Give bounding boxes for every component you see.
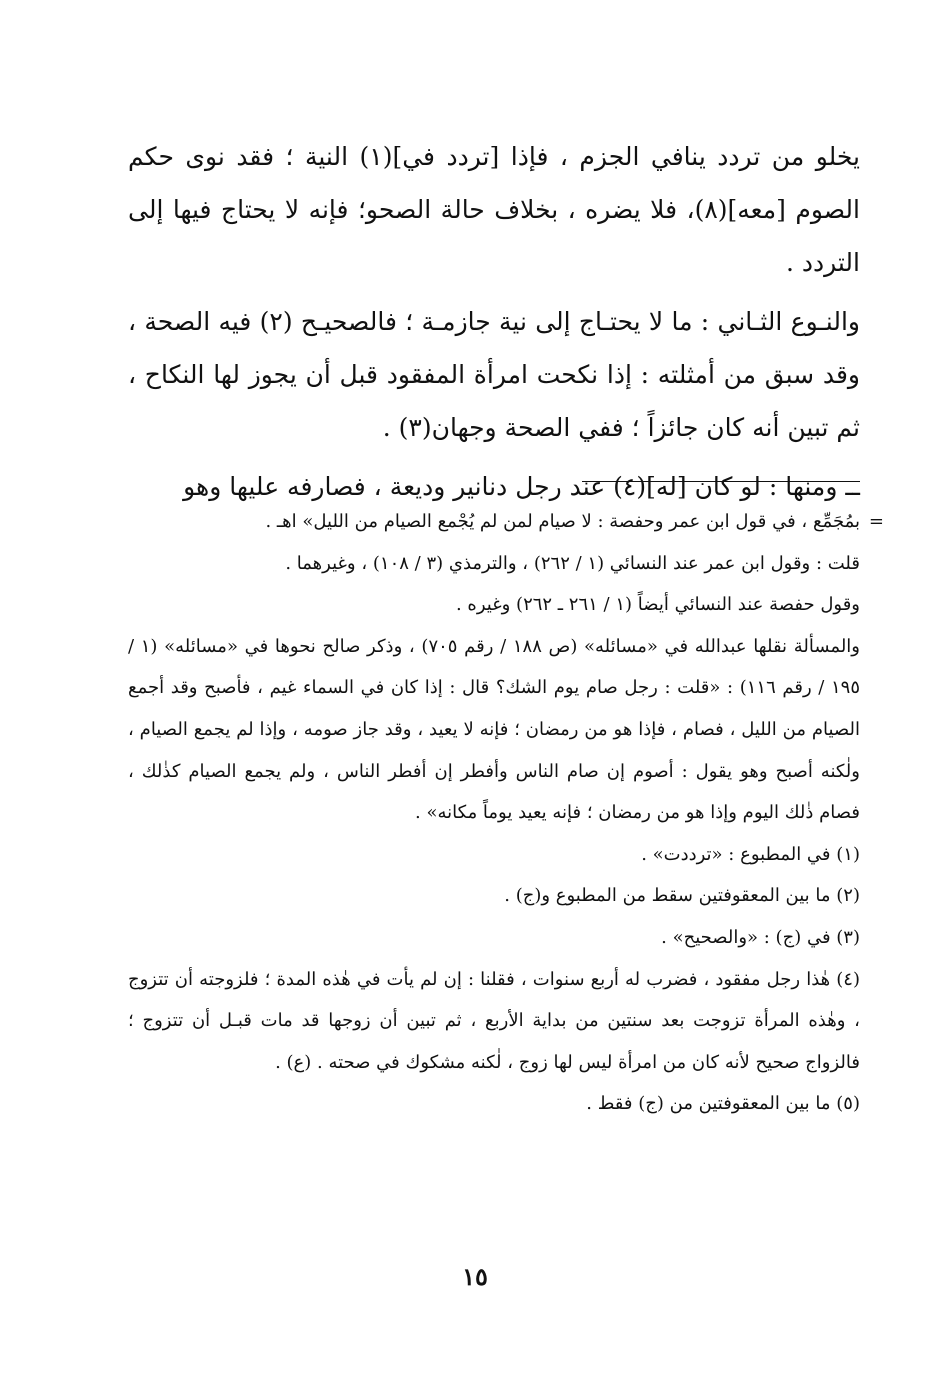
footnote-line: والمسألة نقلها عبدالله في «مسائله» (ص ١٨٨ / رقم ٧٠٥) ، وذكر صالح نحوها في «مسائله» (١ / ١٩٥ / رقم ١١٦) : «قلت : رجل صام يوم الشك؟ قال : إذا كان في السماء غيم ، فأصبح وقد أجمع الصيام من الليل ، فصام ، فإذا هو من رمضان ؛ فإنه لا يعيد ، وقد جاز صومه ، وإذا لم يجمع الصيام ، ولٰكنه أصبح وهو يقول : أصوم إن صام الناس وأفطر إن أفطر الناس ، ولم يجمع الصيام كذٰلك ، فصام ذٰلك اليوم وإذا هو من رمضان ؛ فإنه يعيد يوماً مكانه» . [128,635,860,824]
main-text [128,130,860,513]
footnote-2: (٢) ما بين المعقوفتين سقط من المطبوع و(ج) . [504,885,860,907]
main-paragraph-1: يخلو من تردد ينافي الجزم ، فإذا [تردد في](١) النية ؛ فقد نوى حكم الصوم [معه](٨)، فلا يضره ، بخلاف حالة الصحو؛ فإنه لا يحتاج فيها إلى التردد . [128,142,860,277]
page-number: ١٥ [462,1262,488,1291]
footnote-1: (١) في المطبوع : «ترددت» . [641,843,860,865]
continuation-mark: = [868,511,884,532]
footnote-continuation-text: بمُجَمِّع ، في قول ابن عمر وحفصة : لا صيام لمن لم يُجْمع الصيام من الليل» اهـ . [265,511,860,532]
footnote-4: (٤) هٰذا رجل مفقود ، فضرب له أربع سنوات ، فقلنا : إن لم يأت في هٰذه المدة ؛ فلزوجته أن تتزوج ، وهٰذه المرأة تزوجت بعد سنتين من بداية الأربع ، ثم تبين أن زوجها قد مات قبـل أن تتزوج ؛ فالزواج صحيح لأنه كان من امرأة ليس لها زوج ، لٰكنه مشكوك في صحته . (ع) . [128,968,860,1073]
footnote-continuation [128,501,884,543]
footnote-3: (٣) في (ج) : «والصحيح» . [661,926,860,948]
main-paragraph-3: ــ ومنها : لو كان [له](٤) عند رجل دنانير وديعة ، فصارفه عليها وهو [183,472,860,501]
footnotes [128,501,884,1125]
main-paragraph-2: والنـوع الثـاني : ما لا يحتـاج إلى نية جازمـة ؛ فالصحيـح (٢) فيه الصحة ، وقد سبق من أمثلته : إذا نكحت امرأة المفقود قبل أن يجوز لها النكاح ، ثم تبين أنه كان جائزاً ؛ ففي الصحة وجهان(٣) . [128,307,860,442]
footnote-divider [582,481,860,482]
footnote-5: (٥) ما بين المعقوفتين من (ج) فقط . [586,1093,860,1115]
footnote-line: قلت : وقول ابن عمر عند النسائي (١ / ٢٦٢) ، والترمذي (٣ / ١٠٨) ، وغيرهما . [285,552,860,574]
footnote-line: وقول حفصة عند النسائي أيضاً (١ / ٢٦١ ـ ٢٦٢) وغيره . [455,594,860,616]
